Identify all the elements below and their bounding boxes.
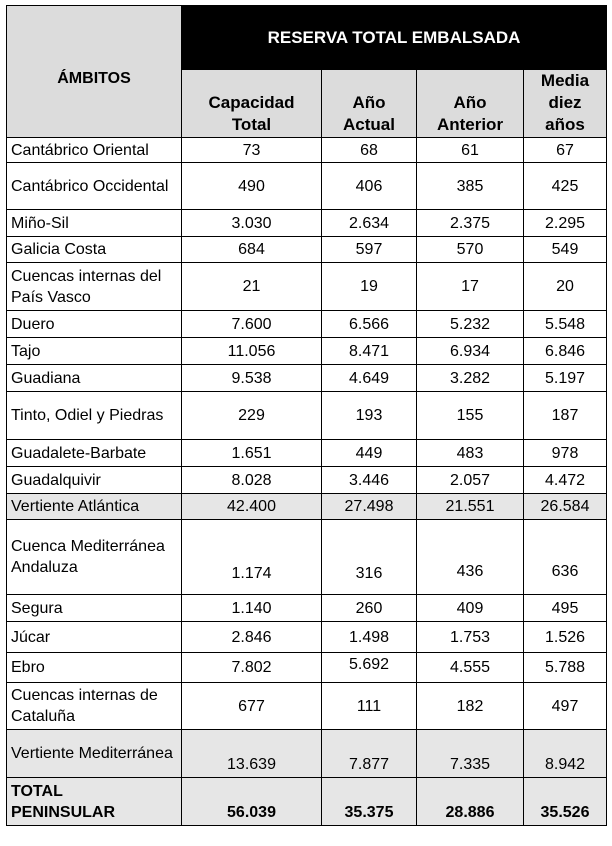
capacidad-total-cell: 9.538 [182, 365, 322, 392]
media-diez-anos-cell: 497 [524, 683, 607, 730]
media-diez-anos-cell: 978 [524, 440, 607, 467]
row-name: Duero [7, 311, 182, 338]
table-row [7, 520, 607, 595]
ano-anterior-cell: 2.057 [417, 467, 524, 494]
capacidad-total-cell: 1.651 [182, 440, 322, 467]
table-row [7, 138, 607, 163]
ano-anterior-cell: 21.551 [417, 494, 524, 520]
row-name: Tinto, Odiel y Piedras [7, 392, 182, 440]
media-diez-anos-cell: 636 [524, 520, 607, 595]
table-row [7, 365, 607, 392]
ano-actual-cell: 111 [322, 683, 417, 730]
row-name: Tajo [7, 338, 182, 365]
capacidad-total-cell: 7.600 [182, 311, 322, 338]
ano-anterior-cell: 6.934 [417, 338, 524, 365]
row-name: Cantábrico Occidental [7, 163, 182, 210]
ano-actual-cell: 4.649 [322, 365, 417, 392]
capacidad-total-cell: 2.846 [182, 622, 322, 653]
row-name: Vertiente Atlántica [7, 494, 182, 520]
media-diez-anos-cell: 35.526 [524, 778, 607, 826]
ano-anterior-cell: 3.282 [417, 365, 524, 392]
row-name: Júcar [7, 622, 182, 653]
media-diez-anos-cell: 495 [524, 595, 607, 622]
capacidad-total-cell: 490 [182, 163, 322, 210]
media-diez-anos-cell: 549 [524, 237, 607, 263]
ano-actual-cell: 449 [322, 440, 417, 467]
capacidad-total-cell: 42.400 [182, 494, 322, 520]
capacidad-total-cell: 7.802 [182, 653, 322, 683]
table-row [7, 653, 607, 683]
media-diez-anos-cell: 5.548 [524, 311, 607, 338]
ano-anterior-cell: 483 [417, 440, 524, 467]
row-name: Guadalquivir [7, 467, 182, 494]
media-diez-anos-cell: 8.942 [524, 730, 607, 778]
ano-actual-cell: 68 [322, 138, 417, 163]
media-diez-anos-cell: 20 [524, 263, 607, 311]
row-name: Guadiana [7, 365, 182, 392]
capacidad-total-header: Capacidad Total [182, 70, 322, 138]
ano-anterior-cell: 182 [417, 683, 524, 730]
ano-anterior-cell: 1.753 [417, 622, 524, 653]
row-name: Cuencas internas del País Vasco [7, 263, 182, 311]
media-diez-anos-cell: 26.584 [524, 494, 607, 520]
reserva-total-header: RESERVA TOTAL EMBALSADA [182, 6, 607, 70]
ano-anterior-cell: 570 [417, 237, 524, 263]
ano-actual-cell: 2.634 [322, 210, 417, 237]
ano-actual-cell: 1.498 [322, 622, 417, 653]
ano-actual-cell: 316 [322, 520, 417, 595]
ano-anterior-header: Año Anterior [417, 70, 524, 138]
ano-actual-cell: 7.877 [322, 730, 417, 778]
table-row [7, 392, 607, 440]
capacidad-total-cell: 229 [182, 392, 322, 440]
capacidad-total-cell: 13.639 [182, 730, 322, 778]
row-name: Segura [7, 595, 182, 622]
ano-actual-cell: 260 [322, 595, 417, 622]
ano-actual-cell: 193 [322, 392, 417, 440]
media-diez-anos-cell: 6.846 [524, 338, 607, 365]
capacidad-total-cell: 1.140 [182, 595, 322, 622]
ano-actual-cell: 35.375 [322, 778, 417, 826]
ano-anterior-cell: 17 [417, 263, 524, 311]
ano-anterior-cell: 155 [417, 392, 524, 440]
table-row [7, 440, 607, 467]
ano-anterior-cell: 385 [417, 163, 524, 210]
capacidad-total-cell: 684 [182, 237, 322, 263]
capacidad-total-cell: 8.028 [182, 467, 322, 494]
capacidad-total-cell: 11.056 [182, 338, 322, 365]
ano-actual-cell: 3.446 [322, 467, 417, 494]
total-label: TOTAL PENINSULAR [11, 782, 116, 821]
total-row [7, 778, 607, 826]
row-name: Cuencas internas de Cataluña [7, 683, 182, 730]
table-row [7, 338, 607, 365]
ano-actual-cell: 8.471 [322, 338, 417, 365]
ano-actual-cell: 406 [322, 163, 417, 210]
capacidad-total-cell: 56.039 [182, 778, 322, 826]
row-name: Ebro [7, 653, 182, 683]
row-name: Vertiente Mediterránea [7, 730, 182, 778]
table-row [7, 163, 607, 210]
subtotal-row [7, 730, 607, 778]
ano-anterior-cell: 28.886 [417, 778, 524, 826]
ano-actual-cell: 27.498 [322, 494, 417, 520]
row-name [7, 778, 182, 826]
ano-anterior-cell: 61 [417, 138, 524, 163]
row-name: Cantábrico Oriental [7, 138, 182, 163]
subtotal-row [7, 494, 607, 520]
media-diez-anos-header: Media diez años [524, 70, 607, 138]
ano-actual-cell: 597 [322, 237, 417, 263]
table-row [7, 263, 607, 311]
media-diez-anos-cell: 67 [524, 138, 607, 163]
media-diez-anos-cell: 5.788 [524, 653, 607, 683]
ano-actual-header: Año Actual [322, 70, 417, 138]
table-row [7, 595, 607, 622]
table-row [7, 311, 607, 338]
table-row [7, 683, 607, 730]
capacidad-total-cell: 677 [182, 683, 322, 730]
media-diez-anos-cell: 4.472 [524, 467, 607, 494]
ano-actual-cell: 5.692 [322, 653, 417, 683]
ano-anterior-cell: 5.232 [417, 311, 524, 338]
reservoir-table [6, 5, 607, 826]
table-row [7, 467, 607, 494]
ano-actual-cell: 6.566 [322, 311, 417, 338]
row-name: Guadalete-Barbate [7, 440, 182, 467]
row-name: Galicia Costa [7, 237, 182, 263]
table-row [7, 210, 607, 237]
table-row [7, 237, 607, 263]
ano-anterior-cell: 7.335 [417, 730, 524, 778]
capacidad-total-cell: 73 [182, 138, 322, 163]
ambitos-header: ÁMBITOS [7, 6, 182, 138]
media-diez-anos-cell: 187 [524, 392, 607, 440]
media-diez-anos-cell: 1.526 [524, 622, 607, 653]
ano-anterior-cell: 409 [417, 595, 524, 622]
ano-anterior-cell: 2.375 [417, 210, 524, 237]
media-diez-anos-cell: 2.295 [524, 210, 607, 237]
capacidad-total-cell: 21 [182, 263, 322, 311]
media-diez-anos-cell: 5.197 [524, 365, 607, 392]
ano-anterior-cell: 436 [417, 520, 524, 595]
ano-actual-cell: 19 [322, 263, 417, 311]
capacidad-total-cell: 3.030 [182, 210, 322, 237]
row-name: Miño-Sil [7, 210, 182, 237]
ano-anterior-cell: 4.555 [417, 653, 524, 683]
row-name: Cuenca Mediterránea Andaluza [7, 520, 182, 595]
capacidad-total-cell: 1.174 [182, 520, 322, 595]
table-row [7, 622, 607, 653]
media-diez-anos-cell: 425 [524, 163, 607, 210]
